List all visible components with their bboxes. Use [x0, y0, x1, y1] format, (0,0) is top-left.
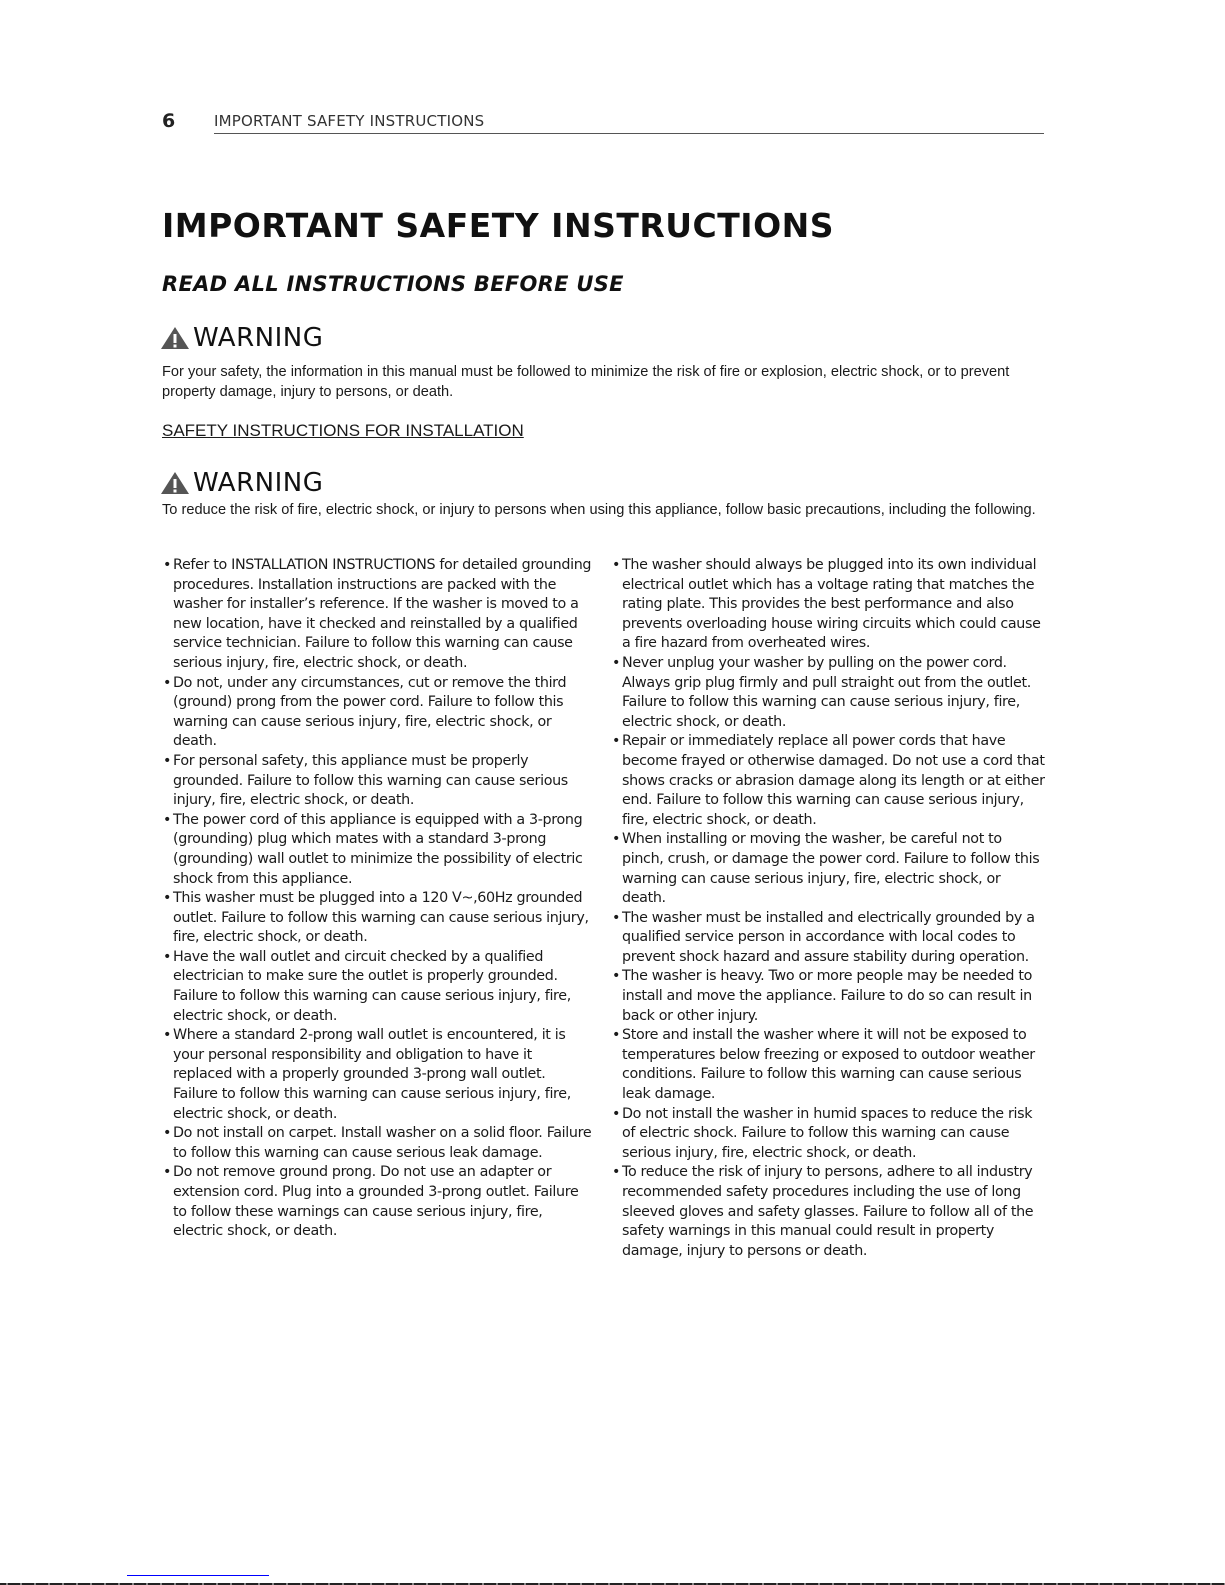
instruction-item: [612, 654, 1047, 732]
instruction-text: The washer is heavy. Two or more people may be needed to install and move the appliance. Failure to do so can result in back or other injury.: [622, 968, 1032, 1024]
instructions-left-column: [163, 556, 593, 1242]
instruction-text: Have the wall outlet and circuit checked by a qualified electrician to make sure the outlet is properly grounded. Failure to follow this warning can cause serious injury, fire, electric shock, or death.: [173, 948, 571, 1024]
bullet-icon: •: [612, 968, 621, 985]
bullet-icon: •: [163, 1027, 172, 1044]
instruction-item: [163, 556, 593, 674]
instruction-text: Never unplug your washer by pulling on the power cord. Always grip plug firmly and pull straight out from the outlet. Failure to follow this warning can cause serious injury, fire, electric shock, or death.: [622, 654, 1031, 730]
warning-label: WARNING: [193, 323, 324, 353]
page-header: [162, 110, 1044, 134]
bullet-icon: •: [163, 557, 172, 573]
instruction-text: Refer to INSTALLATION INSTRUCTIONS for detailed grounding procedures. Installation instructions are packed with the washer for installer’s reference. If the washer is moved to a new location, have it checked and reinstalled by a qualified service technician. Failure to follow this warning can cause serious injury, fire, electric shock, or death.: [173, 557, 592, 671]
instruction-text: The washer should always be plugged into its own individual electrical outlet which has a voltage rating that matches the rating plate. This provides the best performance and also prevents overloading house wiring circuits which could cause a fire hazard from overheated wires.: [622, 557, 1041, 652]
warning-triangle-icon: [160, 471, 190, 495]
warning-text-installation: To reduce the risk of fire, electric shock, or injury to persons when using this appliance, follow basic precautions, including the following.: [162, 502, 1036, 518]
bullet-icon: •: [612, 1105, 621, 1122]
running-header-title: IMPORTANT SAFETY INSTRUCTIONS: [214, 112, 485, 130]
page-number: 6: [162, 110, 176, 132]
instructions-list-right: [612, 556, 1047, 1261]
instruction-item: [163, 889, 593, 948]
instruction-item: [163, 1163, 593, 1241]
warning-label: WARNING: [193, 468, 324, 498]
instruction-item: [612, 967, 1047, 1026]
instruction-item: [612, 1026, 1047, 1104]
instruction-item: [612, 556, 1047, 654]
instruction-item: [163, 674, 593, 752]
bullet-icon: •: [612, 1027, 621, 1044]
page-subtitle: READ ALL INSTRUCTIONS BEFORE USE: [162, 272, 624, 296]
instruction-text: Store and install the washer where it will not be exposed to temperatures below freezing or exposed to outdoor weather conditions. Failure to follow this warning can cause serious leak damage.: [622, 1027, 1035, 1103]
instruction-item: [163, 1124, 593, 1163]
instruction-text: To reduce the risk of injury to persons, adhere to all industry recommended safety procedures including the use of long sleeved gloves and safety glasses. Failure to follow all of the safety warnings in this manual could result in property damage, injury to persons or death.: [622, 1164, 1034, 1259]
bullet-icon: •: [612, 909, 621, 926]
warning-text-general: For your safety, the information in this manual must be followed to minimize the risk of fire or explosion, electric shock, or to prevent property damage, injury to persons, or death.: [162, 364, 1010, 400]
instruction-item: [163, 948, 593, 1026]
instruction-text: Do not install the washer in humid spaces to reduce the risk of electric shock. Failure to follow this warning can cause serious injury, fire, electric shock, or death.: [622, 1105, 1033, 1161]
instruction-text: When installing or moving the washer, be careful not to pinch, crush, or damage the power cord. Failure to follow this warning can cause serious injury, fire, electric shock, or death.: [622, 831, 1040, 907]
instruction-text: The washer must be installed and electrically grounded by a qualified service person in accordance with local codes to prevent shock hazard and assure stability during operation.: [622, 909, 1035, 965]
instruction-item: [612, 909, 1047, 968]
warning-triangle-icon: [160, 326, 190, 350]
instruction-text: This washer must be plugged into a 120 V~,60Hz grounded outlet. Failure to follow this warning can cause serious injury, fire, electric shock, or death.: [173, 890, 589, 946]
instruction-text: For personal safety, this appliance must be properly grounded. Failure to follow this warning can cause serious injury, fire, electric shock, or death.: [173, 752, 568, 809]
bullet-icon: •: [612, 1164, 621, 1181]
bullet-icon: •: [163, 948, 172, 965]
page-title: IMPORTANT SAFETY INSTRUCTIONS: [162, 206, 835, 245]
instruction-text: The power cord of this appliance is equipped with a 3-prong (grounding) plug which mates with a standard 3-prong (grounding) wall outlet to minimize the possibility of electric shock from this appliance.: [173, 811, 583, 887]
instruction-item: [163, 811, 593, 889]
instructions-list-left: [163, 556, 593, 1242]
header-divider: [214, 133, 1044, 134]
instruction-item: [163, 752, 593, 811]
instruction-item: [612, 830, 1047, 908]
warning-heading-installation: [160, 468, 323, 498]
instructions-right-column: [612, 556, 1047, 1261]
bullet-icon: •: [612, 733, 621, 750]
instruction-item: [612, 732, 1047, 830]
bullet-icon: •: [163, 752, 172, 769]
bullet-icon: •: [163, 674, 172, 691]
instruction-item: [163, 1026, 593, 1124]
bullet-icon: •: [163, 890, 172, 907]
instruction-item: [612, 1163, 1047, 1261]
bullet-icon: •: [163, 1164, 172, 1181]
instruction-text: Where a standard 2-prong wall outlet is encountered, it is your personal responsibility and obligation to have it replaced with a properly grounded 3-prong wall outlet. Failure to follow this warning can cause serious injury, fire, electric shock, or death.: [173, 1027, 571, 1122]
instruction-text: Do not remove ground prong. Do not use an adapter or extension cord. Plug into a grounded 3-prong outlet. Failure to follow these warnings can cause serious injury, fire, electric shock, or death.: [173, 1164, 579, 1240]
instruction-item: [612, 1105, 1047, 1164]
bullet-icon: •: [612, 557, 621, 573]
bullet-icon: •: [612, 654, 621, 671]
instruction-text: Do not, under any circumstances, cut or remove the third (ground) prong from the power cord. Failure to follow this warning can cause serious injury, fire, electric shock, or death.: [173, 674, 567, 750]
link-underline: [127, 1575, 269, 1576]
instruction-text: Do not install on carpet. Install washer on a solid floor. Failure to follow this warning can cause serious leak damage.: [173, 1125, 592, 1161]
warning-heading-general: [160, 323, 323, 353]
section-heading-installation: SAFETY INSTRUCTIONS FOR INSTALLATION: [162, 421, 524, 440]
bullet-icon: •: [163, 1125, 172, 1142]
bullet-icon: •: [163, 811, 172, 828]
bullet-icon: •: [612, 831, 621, 848]
instruction-text: Repair or immediately replace all power cords that have become frayed or otherwise damaged. Do not use a cord that shows cracks or abrasion damage along its length or at either end. Failure to follow this warning can cause serious injury, fire, electric shock, or death.: [622, 733, 1045, 828]
